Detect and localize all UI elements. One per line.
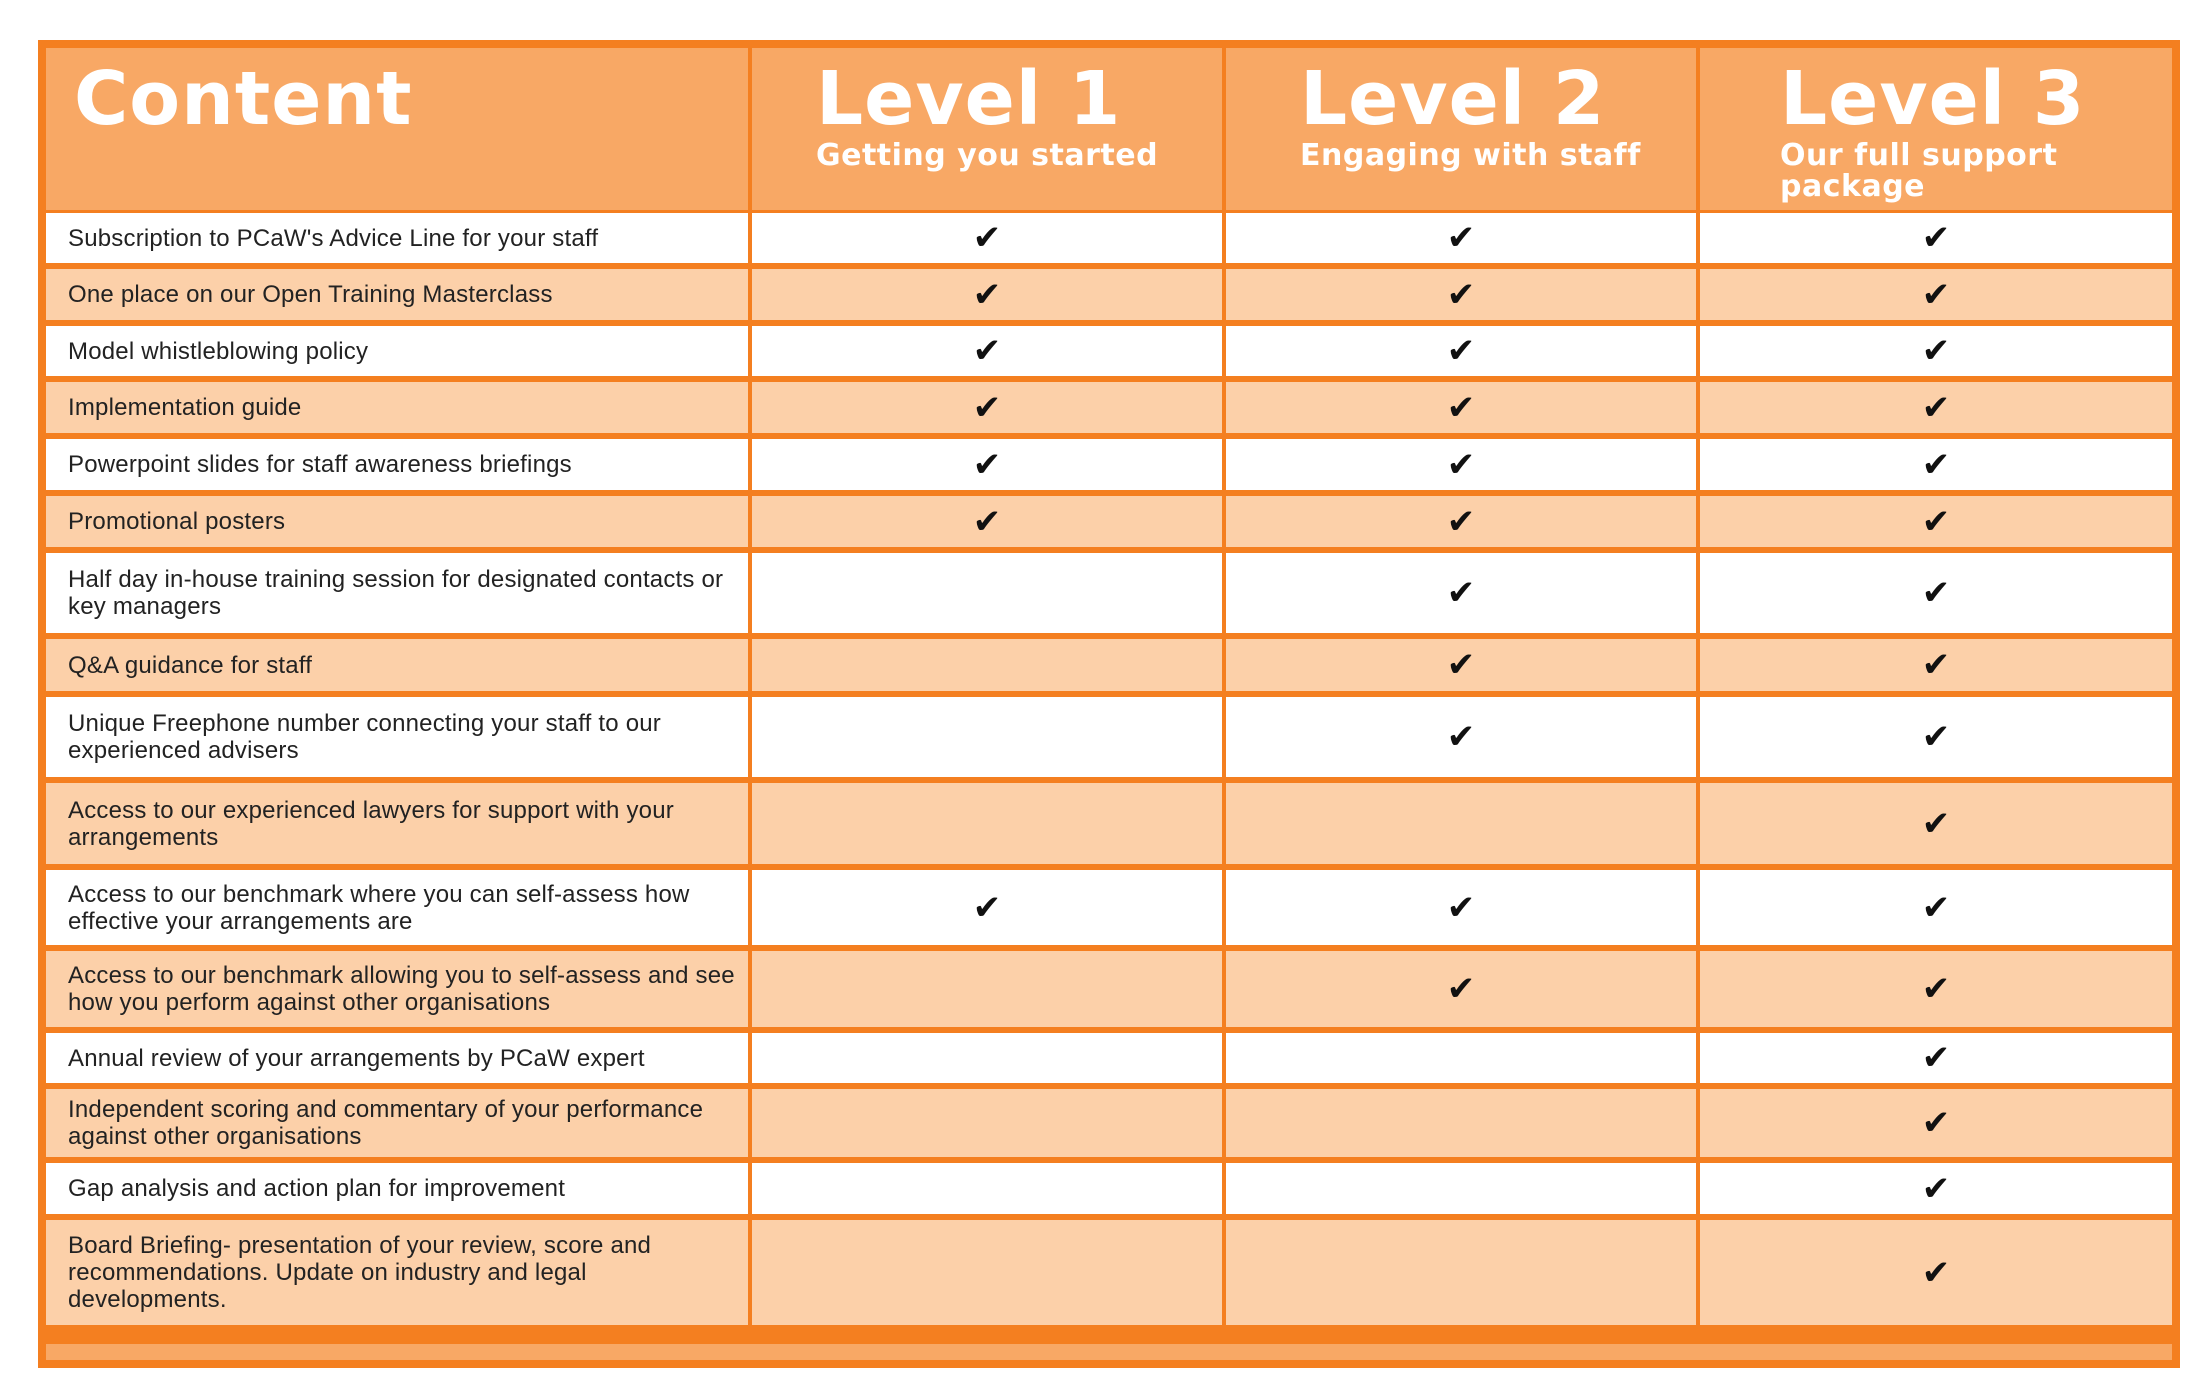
check-icon: ✔ bbox=[972, 218, 1002, 258]
level-1-subtitle: Getting you started bbox=[816, 138, 1159, 173]
check-icon: ✔ bbox=[1921, 1168, 1951, 1209]
level-1-cell bbox=[752, 1163, 1222, 1214]
level-1-cell bbox=[752, 553, 1222, 633]
check-icon: ✔ bbox=[972, 331, 1002, 371]
table-row bbox=[38, 694, 2180, 780]
check-icon: ✔ bbox=[1446, 331, 1476, 371]
table-row bbox=[38, 323, 2180, 379]
level-2-cell bbox=[1226, 1033, 1696, 1083]
header-level-1 bbox=[752, 48, 1222, 210]
check-icon: ✔ bbox=[1446, 218, 1476, 258]
level-1-cell bbox=[752, 382, 1222, 433]
level-1-cell bbox=[752, 870, 1222, 945]
content-title: Content bbox=[74, 56, 413, 142]
feature-label: Access to our benchmark allowing you to self-assess and see how you perform against other organisations bbox=[46, 951, 748, 1027]
table-row bbox=[38, 1217, 2180, 1328]
level-2-cell bbox=[1226, 951, 1696, 1027]
check-icon: ✔ bbox=[972, 274, 1002, 315]
level-3-cell bbox=[1700, 697, 2172, 777]
comparison-table bbox=[38, 40, 2180, 1368]
feature-label: Subscription to PCaW's Advice Line for your staff bbox=[46, 213, 748, 263]
level-2-cell bbox=[1226, 213, 1696, 263]
check-icon: ✔ bbox=[1921, 1103, 1951, 1143]
check-icon: ✔ bbox=[1921, 887, 1951, 928]
feature-label: Board Briefing- presentation of your review, score and recommendations. Update on industry and legal developments. bbox=[46, 1220, 748, 1325]
level-3-cell bbox=[1700, 870, 2172, 945]
level-1-cell bbox=[752, 783, 1222, 864]
check-icon: ✔ bbox=[1446, 573, 1476, 613]
level-3-cell bbox=[1700, 439, 2172, 490]
level-3-title: Level 3 bbox=[1780, 56, 2086, 142]
level-2-cell bbox=[1226, 639, 1696, 691]
level-1-cell bbox=[752, 326, 1222, 376]
level-2-cell bbox=[1226, 439, 1696, 490]
level-1-cell bbox=[752, 496, 1222, 547]
feature-label: Access to our benchmark where you can self-assess how effective your arrangements are bbox=[46, 870, 748, 945]
level-2-cell bbox=[1226, 1163, 1696, 1214]
level-3-cell bbox=[1700, 1033, 2172, 1083]
feature-label: Gap analysis and action plan for improvement bbox=[46, 1163, 748, 1214]
feature-label: Access to our experienced lawyers for support with your arrangements bbox=[46, 783, 748, 864]
level-3-cell bbox=[1700, 951, 2172, 1027]
feature-label: Half day in-house training session for designated contacts or key managers bbox=[46, 553, 748, 633]
level-2-cell bbox=[1226, 382, 1696, 433]
level-3-cell bbox=[1700, 639, 2172, 691]
table-row bbox=[38, 948, 2180, 1030]
check-icon: ✔ bbox=[1921, 645, 1951, 685]
level-3-cell bbox=[1700, 382, 2172, 433]
level-2-cell bbox=[1226, 553, 1696, 633]
feature-label: Model whistleblowing policy bbox=[46, 326, 748, 376]
check-icon: ✔ bbox=[1921, 717, 1951, 757]
header-content bbox=[46, 48, 748, 210]
level-1-cell bbox=[752, 697, 1222, 777]
level-2-subtitle: Engaging with staff bbox=[1300, 138, 1641, 173]
check-icon: ✔ bbox=[1921, 387, 1951, 428]
table-row bbox=[38, 493, 2180, 550]
check-icon: ✔ bbox=[1446, 387, 1476, 428]
table-row bbox=[38, 1030, 2180, 1086]
level-3-cell bbox=[1700, 496, 2172, 547]
table-row bbox=[38, 436, 2180, 493]
check-icon: ✔ bbox=[972, 444, 1002, 485]
level-3-cell bbox=[1700, 553, 2172, 633]
table-row bbox=[38, 550, 2180, 636]
check-icon: ✔ bbox=[1446, 274, 1476, 315]
check-icon: ✔ bbox=[1446, 501, 1476, 542]
check-icon: ✔ bbox=[1921, 803, 1951, 844]
header-level-3 bbox=[1700, 48, 2172, 210]
check-icon: ✔ bbox=[1446, 969, 1476, 1009]
level-1-cell bbox=[752, 269, 1222, 320]
level-2-cell bbox=[1226, 1220, 1696, 1325]
feature-label: Implementation guide bbox=[46, 382, 748, 433]
level-3-cell bbox=[1700, 1163, 2172, 1214]
level-1-cell bbox=[752, 1220, 1222, 1325]
check-icon: ✔ bbox=[1921, 218, 1951, 258]
check-icon: ✔ bbox=[972, 887, 1002, 928]
table-row bbox=[38, 636, 2180, 694]
level-1-title: Level 1 bbox=[816, 56, 1122, 142]
level-2-title: Level 2 bbox=[1300, 56, 1606, 142]
table-row bbox=[38, 867, 2180, 948]
level-3-cell bbox=[1700, 269, 2172, 320]
level-1-cell bbox=[752, 439, 1222, 490]
feature-label: Powerpoint slides for staff awareness briefings bbox=[46, 439, 748, 490]
level-1-cell bbox=[752, 1089, 1222, 1157]
level-2-cell bbox=[1226, 1089, 1696, 1157]
level-1-cell bbox=[752, 951, 1222, 1027]
level-3-cell bbox=[1700, 1220, 2172, 1325]
level-3-cell bbox=[1700, 213, 2172, 263]
table-row bbox=[38, 780, 2180, 867]
header-level-2 bbox=[1226, 48, 1696, 210]
level-3-subtitle: Our full support package bbox=[1780, 138, 2058, 204]
table-footer-band bbox=[46, 1344, 2172, 1360]
check-icon: ✔ bbox=[1921, 573, 1951, 613]
level-2-cell bbox=[1226, 269, 1696, 320]
table-row bbox=[38, 266, 2180, 323]
check-icon: ✔ bbox=[1446, 887, 1476, 928]
check-icon: ✔ bbox=[1921, 274, 1951, 315]
feature-label: Independent scoring and commentary of your performance against other organisations bbox=[46, 1089, 748, 1157]
check-icon: ✔ bbox=[972, 387, 1002, 428]
check-icon: ✔ bbox=[1446, 444, 1476, 485]
feature-label: Unique Freephone number connecting your staff to our experienced advisers bbox=[46, 697, 748, 777]
level-2-cell bbox=[1226, 326, 1696, 376]
table-row bbox=[38, 210, 2180, 266]
table-row bbox=[38, 379, 2180, 436]
level-3-cell bbox=[1700, 326, 2172, 376]
table-row bbox=[38, 1086, 2180, 1160]
feature-label: Q&A guidance for staff bbox=[46, 639, 748, 691]
feature-label: Annual review of your arrangements by PCaW expert bbox=[46, 1033, 748, 1083]
feature-label: One place on our Open Training Masterclass bbox=[46, 269, 748, 320]
check-icon: ✔ bbox=[1446, 645, 1476, 685]
level-2-cell bbox=[1226, 870, 1696, 945]
check-icon: ✔ bbox=[1921, 331, 1951, 371]
check-icon: ✔ bbox=[1921, 1252, 1951, 1293]
check-icon: ✔ bbox=[1921, 969, 1951, 1009]
check-icon: ✔ bbox=[1921, 1038, 1951, 1078]
level-1-cell bbox=[752, 213, 1222, 263]
check-icon: ✔ bbox=[972, 501, 1002, 542]
table-row bbox=[38, 1160, 2180, 1217]
table-header bbox=[38, 40, 2180, 214]
check-icon: ✔ bbox=[1921, 444, 1951, 485]
level-3-cell bbox=[1700, 783, 2172, 864]
level-2-cell bbox=[1226, 697, 1696, 777]
level-3-cell bbox=[1700, 1089, 2172, 1157]
level-2-cell bbox=[1226, 496, 1696, 547]
check-icon: ✔ bbox=[1921, 501, 1951, 542]
level-1-cell bbox=[752, 639, 1222, 691]
check-icon: ✔ bbox=[1446, 717, 1476, 757]
feature-label: Promotional posters bbox=[46, 496, 748, 547]
level-2-cell bbox=[1226, 783, 1696, 864]
level-1-cell bbox=[752, 1033, 1222, 1083]
